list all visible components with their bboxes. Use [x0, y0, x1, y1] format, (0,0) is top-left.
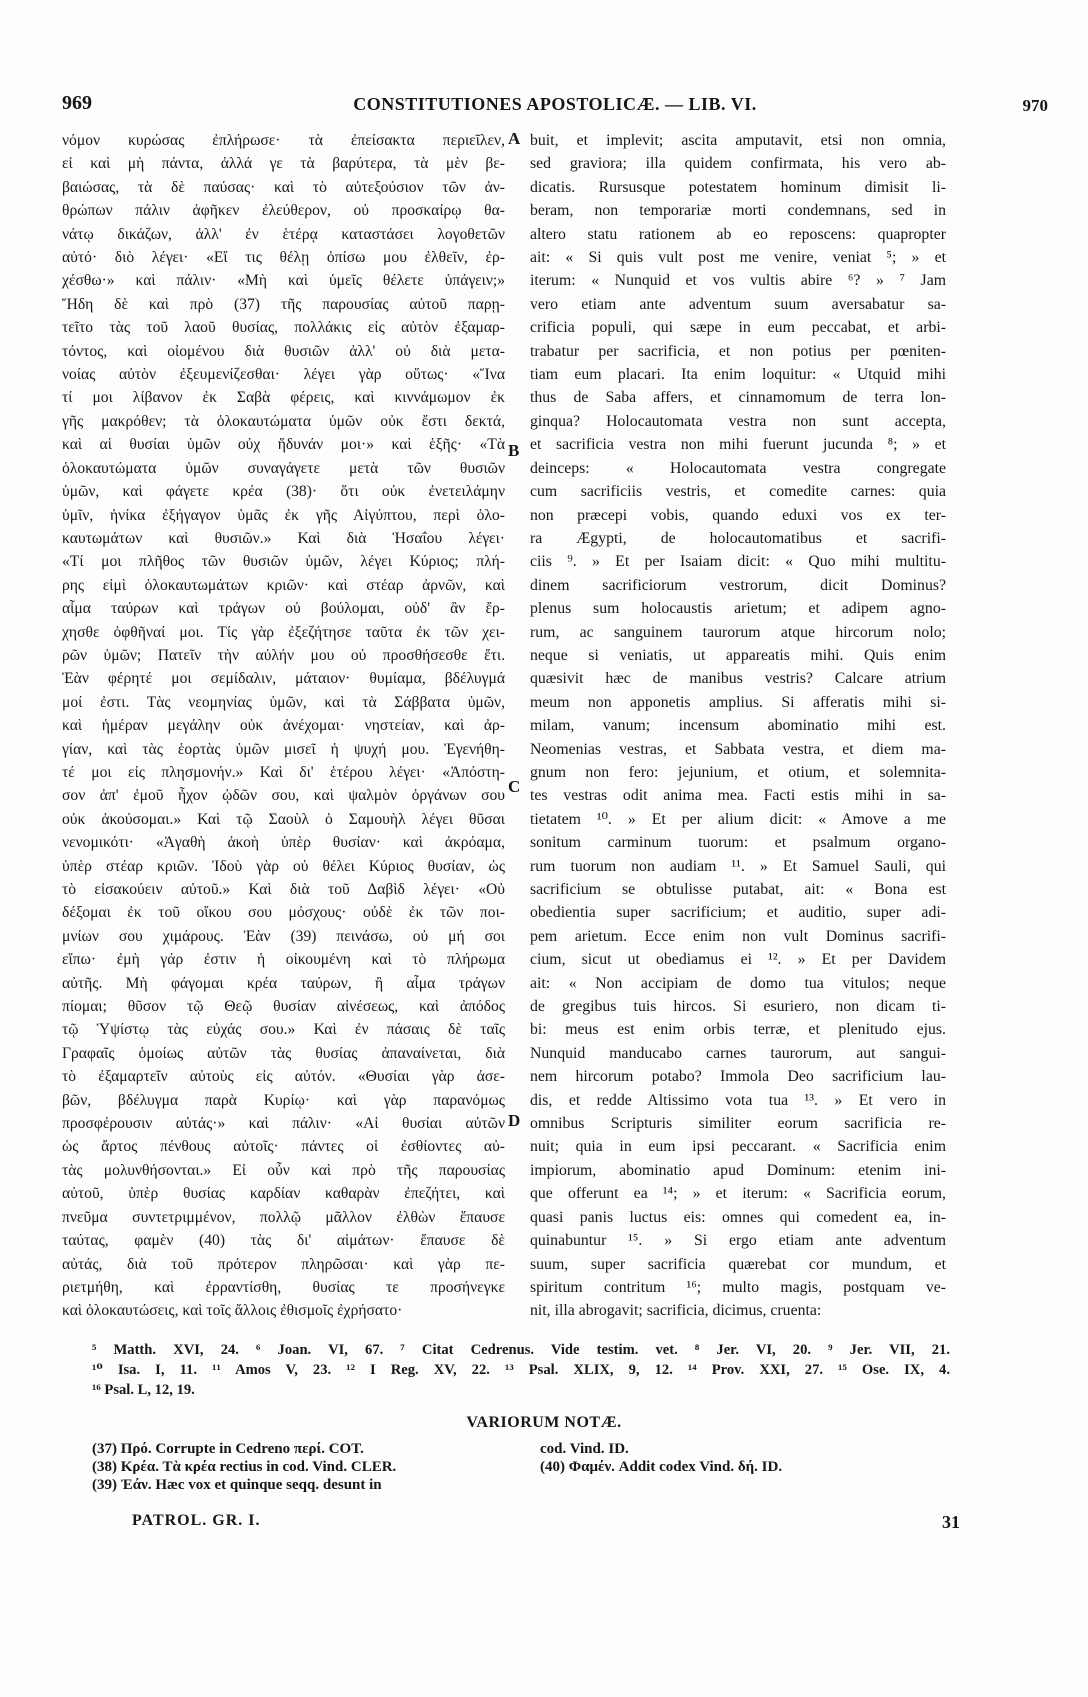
greek-text-line: ταύτας, φαμὲν (40) τὰς δι' αἱμάτων· ἔπαυσε δὲ — [62, 1232, 505, 1250]
variorum-note: (37) Πρό. Corrupte in Cedreno περί. COT. — [92, 1441, 364, 1457]
latin-text-line: bi: meus est enim orbis terræ, et plenitudo ejus. — [530, 1021, 946, 1039]
latin-text-line: que offerunt ea ¹⁴; » et iterum: « Sacrificia eorum, — [530, 1185, 946, 1203]
latin-text-line: de gregibus tuis hircos. Si esuriero, non dicam ti- — [530, 998, 946, 1016]
latin-text-line: ciis ⁹. » Et per Isaiam dicit: « Quo mihi multitu- — [530, 553, 946, 571]
latin-text-line: sed graviora; illa quidem confirmata, his vero ab- — [530, 155, 946, 173]
section-marker-a: A — [508, 129, 521, 148]
section-marker-c: C — [508, 777, 521, 796]
greek-text-line: «Τί μοι πλῆθος τῶν θυσιῶν ὑμῶν, λέγει Κύριος; πλή- — [62, 553, 505, 571]
latin-text-line: meum non apponetis amplius. Si afferatis mihi si- — [530, 693, 946, 711]
greek-text-line: εἴπω· ἐμὴ γάρ ἐστιν ἡ οἰκουμένη καὶ τὸ πλήρωμα — [62, 951, 505, 969]
section-marker-b: B — [508, 441, 520, 460]
greek-text-line: μοί ἐστι. Τὰς νεομηνίας ὑμῶν, καὶ τὰ Σάββατα ὑμῶν, — [62, 693, 505, 711]
variorum-title: VARIORUM NOTÆ. — [466, 1414, 622, 1431]
greek-text-line: αὐτοῦ, ὑπὲρ θυσίας καρδίαν καθαρὰν ἐπεζήτει, καὶ — [62, 1185, 505, 1203]
footnote-line: ¹⁶ Psal. L, 12, 19. — [92, 1382, 195, 1398]
latin-text-line: nem hircorum potabo? Immola Deo sacrificium lau- — [530, 1068, 946, 1086]
greek-text-line: γῆς μακρόθεν; τὰ ὁλοκαυτώματα ὑμῶν οὐκ ἔστι δεκτά, — [62, 412, 505, 430]
greek-text-line: Ἐὰν φέρητέ μοι σεμίδαλιν, μάταιον· θυμίαμα, βδέλυγμά — [62, 670, 505, 688]
latin-text-line: cum sacrificiis vestris, et comedite carnes: quia — [530, 483, 946, 501]
variorum-note: (39) Ἐάν. Hæc vox et quinque seqq. desunt in — [92, 1477, 382, 1493]
latin-text-line: tietatem ¹⁰. » Et per alium dicit: « Amove a me — [530, 810, 946, 828]
running-header — [62, 92, 1048, 122]
latin-text-line: tes vestras odit anima mea. Facti estis mihi in sa- — [530, 787, 946, 805]
latin-text-line: ait: « Si quis vult post me venire, veniat ⁵; » et — [530, 249, 946, 267]
section-marker-d: D — [508, 1111, 521, 1130]
scripture-footnotes — [92, 1340, 950, 1400]
latin-text-line: Neomenias vestras, et Sabbata vestra, et diem ma- — [530, 740, 946, 758]
latin-text-line: deinceps: « Holocautomata vestra congregate — [530, 459, 946, 477]
latin-text-line: gnum non fero: jejunium, et otium, et solemnita- — [530, 763, 946, 781]
greek-text-line: ὑμῖν, ἡνίκα ἐξήγαγον ὑμᾶς ἐκ γῆς Αἰγύπτου, περὶ ὁλο- — [62, 506, 505, 524]
latin-text-line: cium, sicut ut obediamus ei ¹². » Et per Davidem — [530, 951, 946, 969]
greek-text-line: αὐτάς, διὰ τοῦ πρότερον πληρῶσαι· καὶ γὰρ πε- — [62, 1255, 505, 1273]
latin-text-line: tiam eum placari. Ita enim loquitur: « Utquid mihi — [530, 366, 946, 384]
latin-text-line: rum tuorum non audiam ¹¹. » Et Samuel Sauli, qui — [530, 857, 946, 875]
latin-text-line: ait: « Non accipiam de domo tua vitulos; neque — [530, 974, 946, 992]
greek-text-line: τῷ Ὑψίστῳ τὰς εὐχάς σου.» Καὶ ἐν πάσαις δὲ ταῖς — [62, 1021, 505, 1039]
latin-text-line: beram, non temporariæ morti condemnans, sed in — [530, 202, 946, 220]
greek-text-line: αἷμα ταύρων καὶ τράγων οὐ βούλομαι, οὐδ' ἂν ἔρ- — [62, 600, 505, 618]
greek-text-line: νοίας αὐτὸν ἐξευμενίζεσθαι· λέγει γὰρ οὕτως· «Ἵνα — [62, 366, 505, 384]
greek-text-line: τὰς μολυνθήσονται.» Εἰ οὖν καὶ πρὸ τῆς παρουσίας — [62, 1161, 505, 1179]
latin-text-line: non præcepi vobis, quando eduxi vos ex ter- — [530, 506, 946, 524]
greek-text-line: χησθε ὀφθῆναί μοι. Τίς γὰρ ἐξεζήτησε ταῦτα ἐκ τῶν χει- — [62, 623, 505, 641]
latin-text-line: dicatis. Rursusque potestatem hominum dimisit li- — [530, 178, 946, 196]
page-footer — [132, 1512, 960, 1534]
variorum-note: (38) Κρέα. Τὰ κρέα rectius in cod. Vind. CLER. — [92, 1459, 397, 1475]
greek-text-line: αὐτῆς. Μὴ φάγομαι κρέα ταύρων, ἢ αἷμα τράγων — [62, 974, 505, 992]
latin-text-line: et sacrificia vestra non mihi fuerunt jucunda ⁸; » et — [530, 436, 946, 454]
greek-text-line: νάτῳ δικάζων, ἀλλ' ἐν ἑτέρᾳ καταστάσει λογοθετῶν — [62, 225, 505, 243]
greek-text-line: οὐκ ἀκούσομαι.» Καὶ τῷ Σαοὺλ ὁ Σαμουὴλ λέγει θῦσαι — [62, 810, 505, 828]
latin-text-line: ginqua? Holocautomata vestra non sunt accepta, — [530, 412, 946, 430]
latin-text-line: plenus sum holocaustis arietum; et adipem agno- — [530, 600, 946, 618]
latin-text-line: quasi panis luctus eis: omnes qui comedent ea, in- — [530, 1208, 946, 1226]
greek-text-line: βαιώσας, τὰ δὲ παύσας· καὶ τὸ αὐτεξούσιον τῶν ἀν- — [62, 178, 505, 196]
greek-text-line: ὑπὲρ στέαρ κριῶν. Ἰδοὺ γὰρ οὐ θέλει Κύριος θυσίαν, ὡς — [62, 857, 505, 875]
latin-text-line: sonitum carminum tuorum: et psalmum organo- — [530, 834, 946, 852]
variorum-notes-left — [92, 1440, 502, 1494]
greek-text-line: μνίων σου χιμάρους. Ἐὰν (39) πεινάσω, οὐ μή σοι — [62, 927, 505, 945]
page-number-left: 969 — [62, 92, 92, 114]
footnote-line: ¹⁰ Isa. I, 11. ¹¹ Amos V, 23. ¹² I Reg. XV, 22. ¹³ Psal. XLIX, 9, 12. ¹⁴ Prov. XXI, 27. ¹⁵ Ose. IX, 4. — [92, 1362, 950, 1378]
latin-text-line: quinabuntur ¹⁵. » Si ergo etiam ante adventum — [530, 1232, 946, 1250]
signature-mark: PATROL. GR. I. — [132, 1512, 261, 1529]
latin-text-line: dinem sacrificiorum vestrorum, dicit Dominus? — [530, 576, 946, 594]
latin-text-line: obedientia super sacrificium; et auditio, super adi- — [530, 904, 946, 922]
greek-text-line: γίαν, καὶ τὰς ἑορτὰς ὑμῶν μισεῖ ἡ ψυχή μου. Ἐγενήθη- — [62, 740, 505, 758]
greek-text-line: πίομαι; θῦσον τῷ Θεῷ θυσίαν αἰνέσεως, καὶ ἀπόδος — [62, 998, 505, 1016]
greek-text-line: δέξομαι ἐκ τοῦ οἴκου σου μόσχους· οὐδὲ ἐκ τῶν ποι- — [62, 904, 505, 922]
greek-text-line: τεῖτο τὰς τοῦ λαοῦ θυσίας, πολλάκις εἰς αὐτὸν ἐξαμαρ- — [62, 319, 505, 337]
latin-text-line: neque si veniatis, ut appareatis mihi. Quis enim — [530, 646, 946, 664]
greek-text-line: τὸ εἰσακούειν αὐτοῦ.» Καὶ διὰ τοῦ Δαβὶδ λέγει· «Οὐ — [62, 881, 505, 898]
latin-text-line: suum, super sacrificia quærebat cor mundum, et — [530, 1255, 946, 1273]
greek-text-line: βῶν, βδέλυγμα παρὰ Κυρίῳ· καὶ γὰρ παρανόμως — [62, 1091, 505, 1109]
sheet-number: 31 — [942, 1512, 960, 1532]
latin-text-line: rum, ac sanguinem taurorum atque hircorum nolo; — [530, 623, 946, 641]
variorum-notes-right — [540, 1440, 940, 1476]
latin-text-line: omnibus Scripturis similiter eorum sacrificia re- — [530, 1115, 946, 1133]
latin-text-line: milam, vanum; incensum abominatio mihi est. — [530, 717, 946, 735]
greek-text-line: καὶ ὁλοκαυτώσεις, καὶ τοῖς ἄλλοις ἐθισμοῖς ἐχρήσατο· — [62, 1302, 403, 1320]
latin-text-line: iterum: « Nunquid et vos vultis abire ⁶? » ⁷ Jam — [530, 272, 946, 290]
greek-text-line: πνεῦμα συντετριμμένον, πολλῷ μᾶλλον ἐλθὼν ἔπαυσε — [62, 1208, 505, 1226]
page-number-right: 970 — [1022, 96, 1048, 115]
latin-text-line: impiorum, abominatio apud Dominum: etenim ini- — [530, 1161, 946, 1179]
greek-text-line: νόμον κυρώσας ἐπλήρωσε· τὰ ἐπείσακτα περιεῖλεν, — [62, 132, 505, 149]
greek-text-line: σον ἀπ' ἐμοῦ ἦχον ᾠδῶν σου, καὶ ψαλμὸν ὀργάνων σου — [62, 787, 505, 805]
greek-text-line: θρώπων πάλιν ἀφῆκεν ἐλεύθερον, οὐ προσκαίρῳ θα- — [62, 202, 505, 220]
latin-text-line: Nunquid manducabo carnes taurorum, aut sangui- — [530, 1044, 946, 1062]
running-title: CONSTITUTIONES APOSTOLICÆ. — LIB. VI. — [353, 94, 757, 114]
latin-text-line: buit, et implevit; ascita amputavit, etsi non omnia, — [530, 132, 946, 149]
greek-text-line: ρῶν ὑμῶν; Πατεῖν τὴν αὐλήν μου οὐ προσθήσεσθε ἔτι. — [62, 646, 505, 664]
latin-text-line: ra Ægypti, de holocautomatibus et sacrifi- — [530, 529, 946, 547]
latin-text-line: altero statu rationem ab eo reposcens: quapropter — [530, 225, 946, 243]
latin-text-line: dis, et redde Altissimo vota tua ¹³. » Et vero in — [530, 1091, 946, 1109]
greek-text-line: ὡς ἄρτος πένθους αὐτοῖς· πάντες οἱ ἐσθίοντες αὐ- — [62, 1138, 505, 1156]
greek-text-line: τόντος, καὶ οἰομένου διὰ θυσιῶν ἀλλ' οὐ διὰ μετα- — [62, 342, 505, 360]
latin-text-line: sacrificium se obtulisse putabat, ait: « Bona est — [530, 881, 946, 898]
greek-text-line: αὐτό· διὸ λέγει· «Εἴ τις θέλῃ ὀπίσω μου ἐλθεῖν, ἐρ- — [62, 249, 505, 267]
footnote-line: ⁵ Matth. XVI, 24. ⁶ Joan. VI, 67. ⁷ Citat Cedrenus. Vide testim. vet. ⁸ Jer. VI, 20. ⁹ Jer. VII, 21. — [92, 1342, 950, 1358]
latin-text-line: trabatur per sacrificia, et non potius per pœniten- — [530, 342, 946, 360]
greek-text-line: ὁλοκαυτώματα ὑμῶν συναγάγετε μετὰ τῶν θυσιῶν — [62, 459, 505, 477]
greek-text-line: προσφέρουσιν αὐτάς·» καὶ πάλιν· «Αἱ θυσίαι αὐτῶν — [62, 1115, 505, 1133]
latin-text-line: vero etiam ante adventum suum aversabatur sa- — [530, 295, 946, 313]
latin-text-line: nit, illa abrogavit; sacrificia, dicimus, cruenta: — [530, 1302, 822, 1320]
latin-column — [530, 129, 946, 1325]
greek-text-line: χέσθω·» καὶ πάλιν· «Μὴ καὶ ὑμεῖς θέλετε ὑπάγειν;» — [62, 272, 505, 290]
greek-text-line: τὸ ἐξαμαρτεῖν αὐτοὺς εἰς αὐτόν. «Θυσίαι γὰρ ἀσε- — [62, 1068, 505, 1086]
greek-text-line: καὶ αἱ θυσίαι ὑμῶν οὐχ ἥδυνάν μοι·» καὶ ἑξῆς· «Τὰ — [62, 436, 505, 454]
latin-text-line: spiritum contritum ¹⁶; multo magis, postquam ve- — [530, 1278, 946, 1296]
latin-text-line: pem arietum. Ecce enim non vult Dominus sacrifi- — [530, 927, 946, 945]
variorum-note: cod. Vind. ID. — [540, 1441, 629, 1457]
greek-text-line: ὑμῶν, καὶ φάγετε κρέα (38)· ὅτι οὐκ ἐνετειλάμην — [62, 483, 505, 501]
greek-text-line: καυτωμάτων καὶ θυσιῶν.» Καὶ διὰ Ἡσαΐου λέγει· — [62, 529, 505, 547]
latin-text-line: thus de Saba affers, et cinnamomum de terra lon- — [530, 389, 946, 407]
greek-text-line: Γραφαῖς ὁμοίως αὐτῶν τὰς θυσίας ἀπαναίνεται, διὰ — [62, 1044, 505, 1062]
latin-text-line: quæsivit hæc de manibus vestris? Calcare atrium — [530, 670, 946, 688]
variorum-note: (40) Φαμέν. Addit codex Vind. δή. ID. — [540, 1459, 783, 1475]
greek-text-line: τί μοι λίβανον ἐκ Σαβὰ φέρεις, καὶ κιννάμωμον ἐκ — [62, 389, 505, 407]
greek-text-line: Ἤδη δὲ καὶ πρὸ (37) τῆς παρουσίας αὐτοῦ παρῃ- — [62, 295, 505, 313]
greek-text-line: τέ μοι εἰς πλησμονήν.» Καὶ δι' ἑτέρου λέγει· «Ἀπόστη- — [62, 763, 505, 781]
latin-text-line: crificia populi, qui sæpe in eum peccabat, et arbi- — [530, 319, 946, 337]
greek-text-line: καὶ ἡμέραν μεγάλην οὐκ ἀνέχομαι· νηστείαν, καὶ ἀρ- — [62, 717, 505, 735]
greek-text-line: ρης εἰμὶ ὁλοκαυτωμάτων κριῶν· καὶ στέαρ ἀρνῶν, καὶ — [62, 576, 505, 594]
greek-text-line: εἰ καὶ μὴ πάντα, ἀλλά γε τὰ βαρύτερα, τὰ μὲν βε- — [62, 155, 505, 173]
greek-column — [62, 129, 505, 1325]
latin-text-line: nuit; quia in eum ipsi peccarant. « Sacrificia enim — [530, 1138, 946, 1156]
greek-text-line: νενομικότι· «Ἀγαθὴ ἀκοὴ ὑπὲρ θυσίαν· καὶ ἀκρόαμα, — [62, 834, 505, 852]
greek-text-line: ριετμήθη, καὶ ἐρραντίσθη, θυσίας τε προσήνεγκε — [62, 1278, 505, 1296]
